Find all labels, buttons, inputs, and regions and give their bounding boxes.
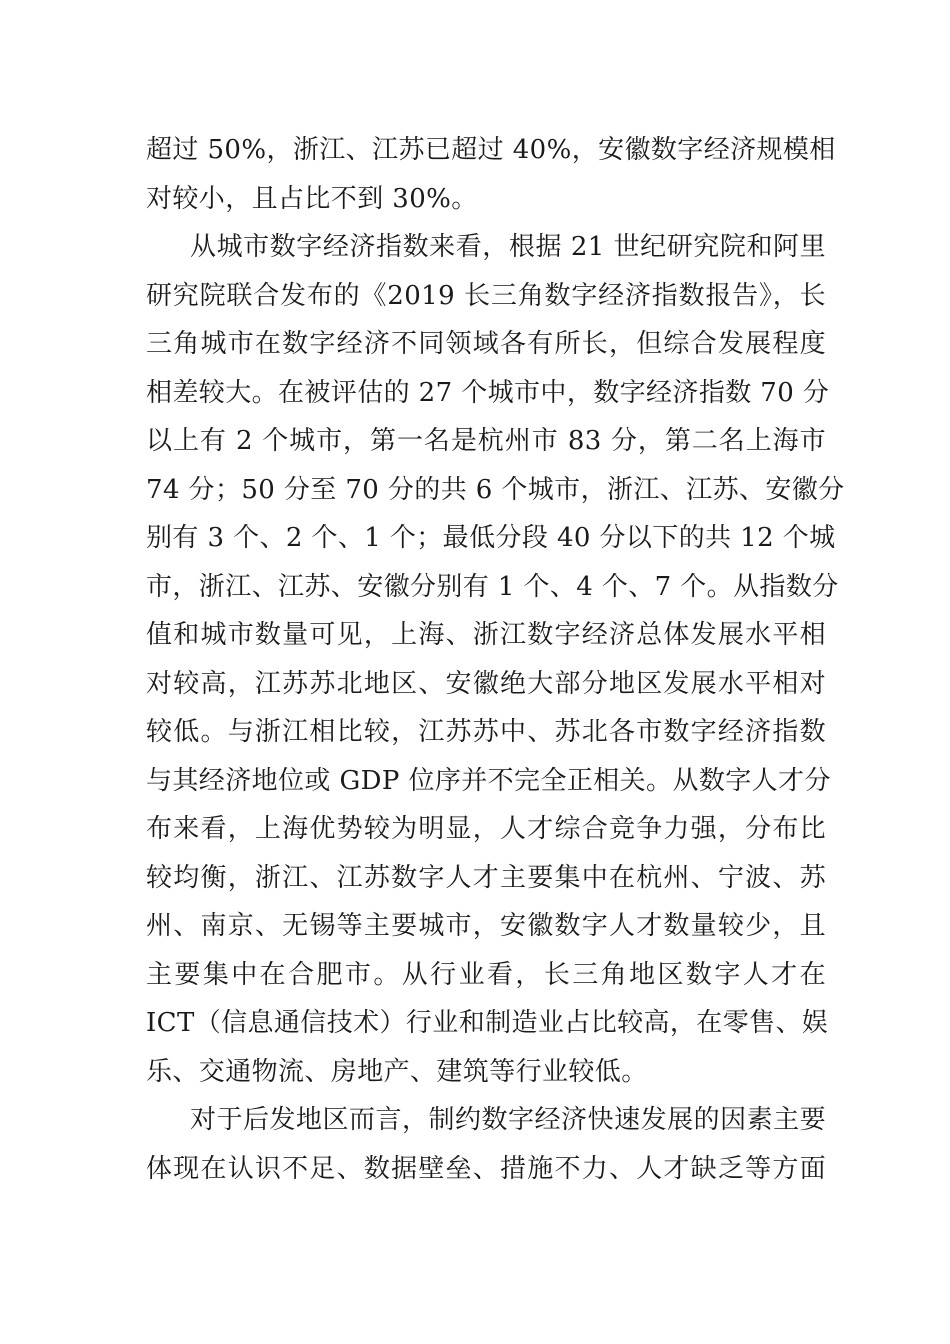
- text-line: 74 分；50 分至 70 分的共 6 个城市，浙江、江苏、安徽分: [146, 474, 845, 505]
- paragraph-2: [146, 223, 845, 1096]
- text-line: 乐、交通物流、房地产、建筑等行业较低。: [146, 1056, 648, 1087]
- text-line: 与其经济地位或 GDP 位序并不完全正相关。从数字人才分: [146, 765, 831, 796]
- text-line: 州、南京、无锡等主要城市，安徽数字人才数量较少，且: [146, 911, 826, 941]
- text-line: 对于后发地区而言，制约数字经济快速发展的因素主要: [190, 1105, 826, 1135]
- text-line: 研究院联合发布的《2019 长三角数字经济指数报告》，长: [146, 280, 826, 311]
- text-line: 较低。与浙江相比较，江苏苏中、苏北各市数字经济指数: [146, 717, 826, 747]
- text-line: 布来看，上海优势较为明显，人才综合竞争力强，分布比: [146, 814, 826, 844]
- paragraph-3: [146, 1096, 826, 1193]
- text-line: ICT（信息通信技术）行业和制造业占比较高，在零售、娱: [146, 1008, 829, 1038]
- text-line: 从城市数字经济指数来看，根据 21 世纪研究院和阿里: [190, 232, 826, 262]
- text-line: 体现在认识不足、数据壁垒、措施不力、人才缺乏等方面: [146, 1153, 826, 1184]
- text-line: 别有 3 个、2 个、1 个；最低分段 40 分以下的共 12 个城: [146, 523, 836, 553]
- text-line: 三角城市在数字经济不同领域各有所长，但综合发展程度: [146, 329, 826, 359]
- text-line: 市，浙江、江苏、安徽分别有 1 个、4 个、7 个。从指数分: [146, 571, 839, 602]
- text-line: 对较高，江苏苏北地区、安徽绝大部分地区发展水平相对: [146, 668, 826, 699]
- text-line: 对较小，且占比不到 30%。: [146, 183, 478, 214]
- text-line: 较均衡，浙江、江苏数字人才主要集中在杭州、宁波、苏: [146, 862, 826, 893]
- text-line: 主要集中在合肥市。从行业看，长三角地区数字人才在: [146, 959, 826, 990]
- text-line: 值和城市数量可见，上海、浙江数字经济总体发展水平相: [146, 620, 826, 650]
- text-line: 超过 50%，浙江、江苏已超过 40%，安徽数字经济规模相: [146, 135, 836, 165]
- text-line: 相差较大。在被评估的 27 个城市中，数字经济指数 70 分: [146, 377, 830, 408]
- text-line: 以上有 2 个城市，第一名是杭州市 83 分，第二名上海市: [146, 426, 826, 456]
- paragraph-1: [146, 126, 836, 223]
